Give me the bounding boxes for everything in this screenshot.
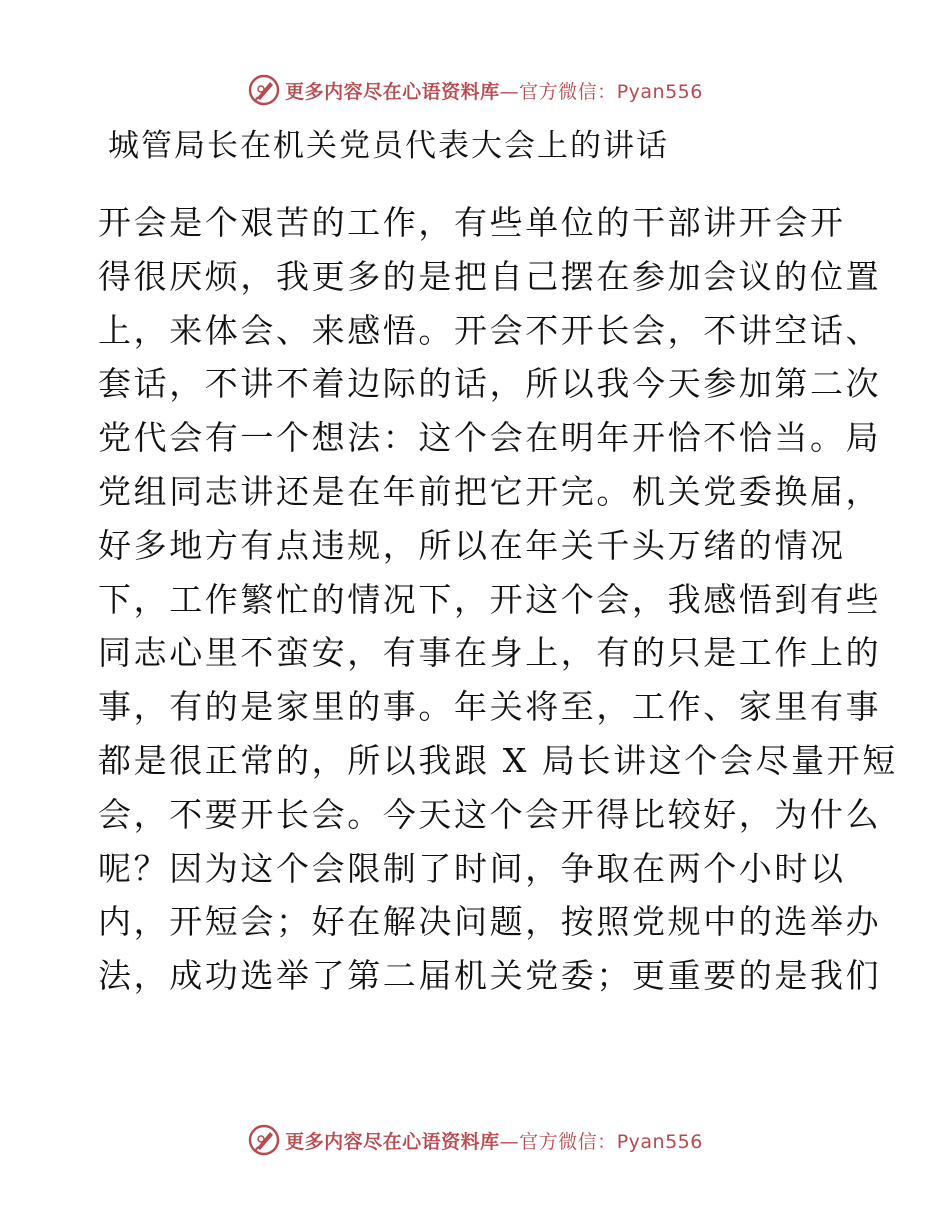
body-line: 呢？因为这个会限制了时间，争取在两个小时以 <box>98 848 846 888</box>
footer-banner <box>0 1120 950 1160</box>
body-line: 同志心里不蛮安，有事在身上，有的只是工作上的 <box>98 633 882 673</box>
header-banner <box>0 70 950 110</box>
quill-pen-circle-icon <box>247 73 281 107</box>
header-banner-wechat: Pyan556 <box>616 80 703 103</box>
body-line: 会，不要开长会。今天这个会开得比较好，为什么 <box>98 794 882 834</box>
body-line: 开会是个艰苦的工作，有些单位的干部讲开会开 <box>98 203 846 242</box>
body-line: 套话，不讲不着边际的话，所以我今天参加第二次 <box>98 364 882 404</box>
quill-pen-circle-icon <box>247 1123 281 1157</box>
footer-banner-suffix: 官方微信： <box>519 1130 617 1153</box>
document-body <box>98 196 898 1003</box>
header-banner-dash: — <box>499 80 520 103</box>
body-line: 好多地方有点违规，所以在年关千头万绪的情况 <box>98 525 846 565</box>
document-title: 城管局长在机关党员代表大会上的讲话 <box>108 128 669 164</box>
footer-banner-main: 更多内容尽在心语资料库 <box>285 1130 500 1153</box>
body-line: 上，来体会、来感悟。开会不开长会，不讲空话、 <box>98 310 882 350</box>
footer-banner-text <box>285 1127 703 1154</box>
body-line: 事，有的是家里的事。年关将至，工作、家里有事 <box>98 687 882 727</box>
header-banner-text <box>285 77 703 104</box>
header-banner-main: 更多内容尽在心语资料库 <box>285 80 500 103</box>
header-banner-suffix: 官方微信： <box>519 80 617 103</box>
body-line: 下，工作繁忙的情况下，开这个会，我感悟到有些 <box>98 579 882 619</box>
body-line: 都是很正常的，所以我跟 X 局长讲这个会尽量开短 <box>98 740 898 780</box>
body-line: 党组同志讲还是在年前把它开完。机关党委换届， <box>98 471 882 511</box>
body-line: 党代会有一个想法：这个会在明年开恰不恰当。局 <box>98 418 882 458</box>
footer-banner-wechat: Pyan556 <box>616 1130 703 1153</box>
footer-banner-dash: — <box>499 1130 520 1153</box>
body-line: 得很厌烦，我更多的是把自己摆在参加会议的位置 <box>98 256 882 296</box>
body-line: 法，成功选举了第二届机关党委；更重要的是我们 <box>98 956 882 996</box>
body-line: 内，开短会；好在解决问题，按照党规中的选举办 <box>98 902 882 942</box>
